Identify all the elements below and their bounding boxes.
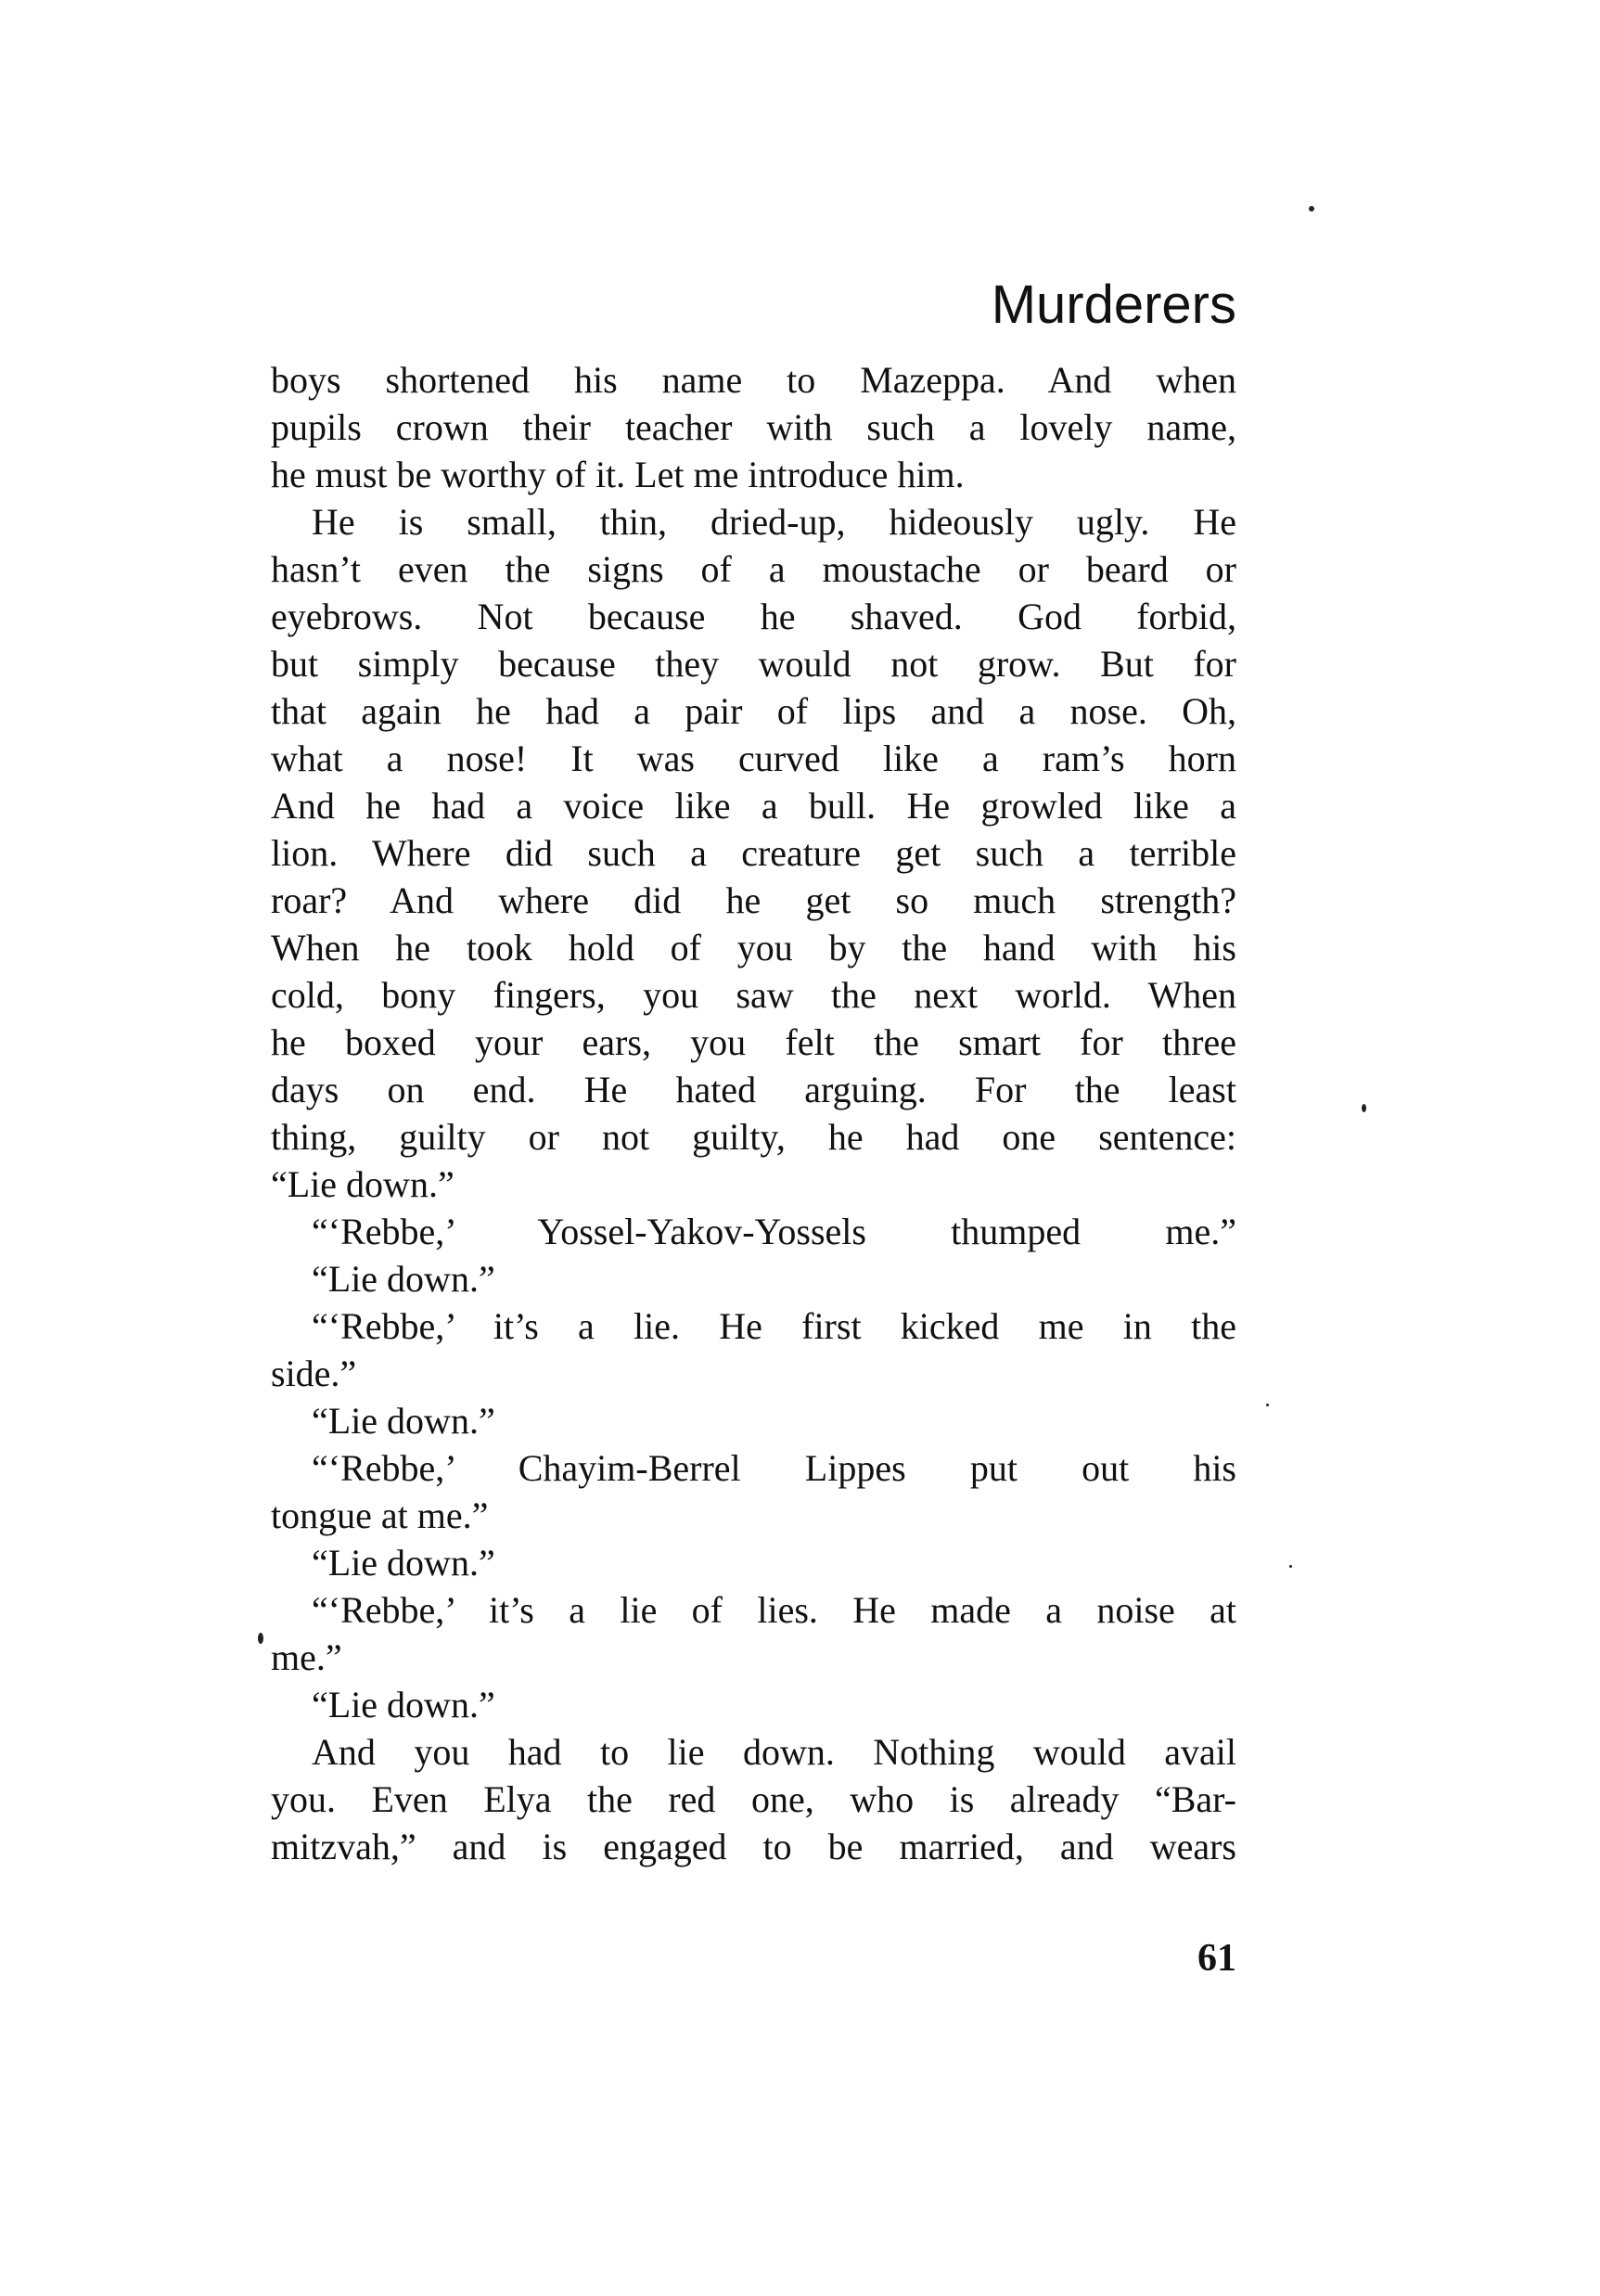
text-line: days on end. He hated arguing. For the least — [271, 1069, 1236, 1110]
text-line: what a nose! It was curved like a ram’s horn — [271, 738, 1236, 779]
scan-speck-mark — [258, 1633, 263, 1644]
scan-speck-mark — [1362, 1104, 1366, 1112]
text-line: thing, guilty or not guilty, he had one sentence: — [271, 1116, 1236, 1158]
text-line: that again he had a pair of lips and a nose. Oh, — [271, 690, 1236, 732]
text-line: “‘Rebbe,’ Yossel-Yakov-Yossels thumped me.” — [312, 1211, 1236, 1252]
text-line: boys shortened his name to Mazeppa. And when — [271, 359, 1236, 401]
text-line: “Lie down.” — [312, 1400, 495, 1442]
text-line: me.” — [271, 1636, 342, 1678]
text-line: “Lie down.” — [271, 1163, 454, 1205]
text-line: mitzvah,” and is engaged to be married, and wears — [271, 1826, 1236, 1867]
body-text — [271, 356, 1236, 1870]
text-line: hasn’t even the signs of a moustache or beard or — [271, 548, 1236, 590]
text-line: “‘Rebbe,’ it’s a lie of lies. He made a noise at — [312, 1589, 1236, 1631]
text-line: pupils crown their teacher with such a lovely name, — [271, 406, 1236, 448]
text-line: you. Even Elya the red one, who is already “Bar- — [271, 1778, 1236, 1820]
text-line: He is small, thin, dried-up, hideously ugly. He — [312, 501, 1236, 543]
text-line: “‘Rebbe,’ it’s a lie. He first kicked me in the — [312, 1305, 1236, 1347]
text-line: roar? And where did he get so much strength? — [271, 879, 1236, 921]
scan-speck-mark — [1309, 206, 1314, 212]
text-line: tongue at me.” — [271, 1494, 489, 1536]
text-line: but simply because they would not grow. But for — [271, 643, 1236, 685]
text-line: eyebrows. Not because he shaved. God forbid, — [271, 596, 1236, 637]
text-line: And he had a voice like a bull. He growled like a — [271, 785, 1236, 827]
scan-speck-mark — [1289, 1565, 1292, 1568]
text-line: side.” — [271, 1353, 357, 1394]
text-line: When he took hold of you by the hand with his — [271, 927, 1236, 968]
text-line: And you had to lie down. Nothing would avail — [312, 1731, 1236, 1773]
text-line: he boxed your ears, you felt the smart for three — [271, 1021, 1236, 1063]
text-line: he must be worthy of it. Let me introduce him. — [271, 454, 965, 495]
scan-speck-mark — [1266, 1404, 1269, 1406]
text-line: lion. Where did such a creature get such a terrible — [271, 832, 1236, 874]
text-line: “Lie down.” — [312, 1542, 495, 1584]
page-number: 61 — [1197, 1937, 1236, 1980]
text-line: “‘Rebbe,’ Chayim-Berrel Lippes put out his — [312, 1447, 1236, 1489]
text-line: cold, bony fingers, you saw the next world. When — [271, 974, 1236, 1016]
running-head: Murderers — [991, 275, 1236, 335]
text-line: “Lie down.” — [312, 1258, 495, 1300]
text-line: “Lie down.” — [312, 1684, 495, 1725]
